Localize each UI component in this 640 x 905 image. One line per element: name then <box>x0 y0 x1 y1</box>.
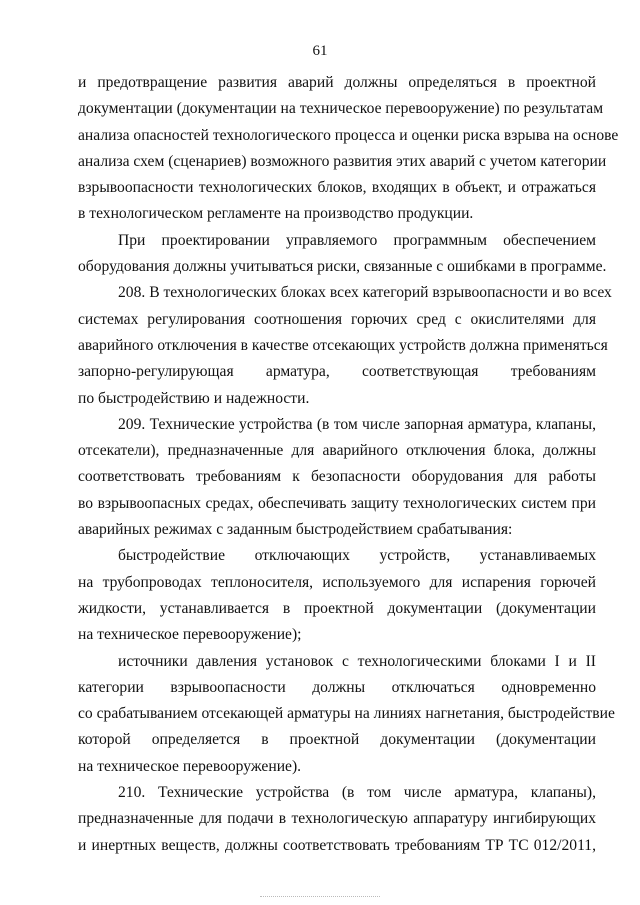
text-line: со срабатыванием отсекающей арматуры на линиях нагнетания, быстродействие <box>78 705 615 723</box>
text-line: источники давления установок с технологическими блоками I и II <box>118 652 596 670</box>
text-line: на трубопроводах теплоносителя, используемого для испарения горючей <box>78 573 596 591</box>
text-line: жидкости, устанавливается в проектной документации (документации <box>78 599 596 617</box>
text-line: системах регулирования соотношения горючих сред с окислителями для <box>78 310 596 328</box>
text-line: которой определяется в проектной документации (документации <box>78 731 596 749</box>
text-line: и инертных веществ, должны соответствовать требованиям ТР ТС 012/2011, <box>78 836 596 854</box>
text-line: При проектировании управляемого программным обеспечением <box>118 231 596 249</box>
text-line: на техническое перевооружение). <box>78 757 302 775</box>
text-line: 208. В технологических блоках всех категорий взрывоопасности и во всех <box>118 284 612 302</box>
text-line: взрывоопасности технологических блоков, входящих в объект, и отражаться <box>78 179 596 197</box>
text-line: запорно-регулирующая арматура, соответствующая требованиям <box>78 363 596 381</box>
text-line: аварийных режимах с заданным быстродействием срабатывания: <box>78 521 513 539</box>
text-line: по быстродействию и надежности. <box>78 389 310 407</box>
text-line: оборудования должны учитываться риски, связанные с ошибками в программе. <box>78 258 607 276</box>
text-line: аварийного отключения в качестве отсекающих устройств должна применяться <box>78 336 608 354</box>
text-line: документации (документации на техническое перевооружение) по результатам <box>78 100 604 118</box>
text-line: категории взрывоопасности должны отключаться одновременно <box>78 678 596 696</box>
text-line: предназначенные для подачи в технологическую аппаратуру ингибирующих <box>78 810 596 828</box>
scan-footer-mark <box>260 896 380 898</box>
text-line: 210. Технические устройства (в том числе арматура, клапаны), <box>118 784 596 802</box>
text-line: и предотвращение развития аварий должны определяться в проектной <box>78 74 596 91</box>
text-line: в технологическом регламенте на производство продукции. <box>78 205 474 223</box>
document-body <box>78 70 619 859</box>
page-number: 61 <box>312 43 328 59</box>
text-line: во взрывоопасных средах, обеспечивать защиту технологических систем при <box>78 494 596 512</box>
text-line: соответствовать требованиям к безопасности оборудования для работы <box>78 468 596 486</box>
text-line: анализа схем (сценариев) возможного развития этих аварий с учетом категории <box>78 152 607 170</box>
text-line: на техническое перевооружение); <box>78 626 302 644</box>
text-line: быстродействие отключающих устройств, устанавливаемых <box>118 547 596 565</box>
text-line: анализа опасностей технологического процесса и оценки риска взрыва на основе <box>78 126 619 144</box>
text-line: 209. Технические устройства (в том числе запорная арматура, клапаны, <box>118 415 596 433</box>
text-line: отсекатели), предназначенные для аварийного отключения блока, должны <box>78 442 596 460</box>
